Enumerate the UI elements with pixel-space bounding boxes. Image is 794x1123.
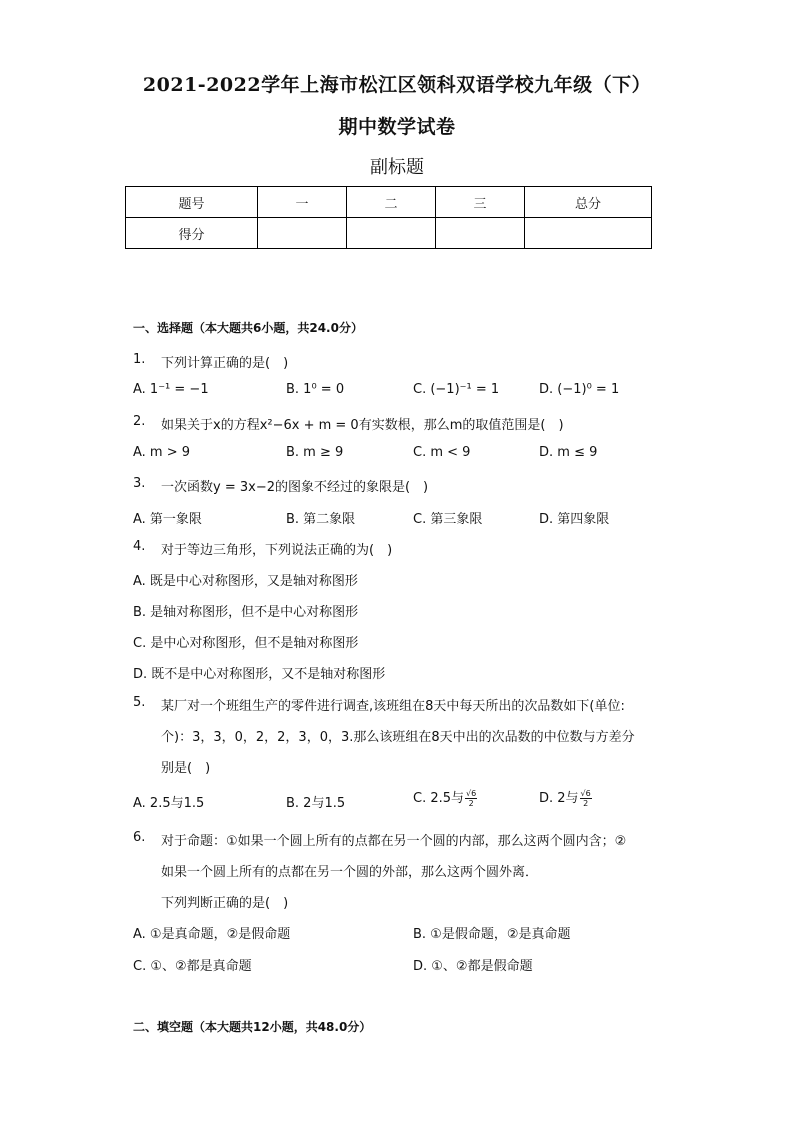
option-b: B. 1⁰ = 0 — [286, 382, 345, 397]
question-stem-line: 某厂对一个班组生产的零件进行调查,该班组在8天中每天所出的次品数如下(单位: — [161, 699, 625, 714]
fraction-denominator: 2 — [583, 799, 589, 808]
question-stem-line: 别是( ) — [161, 761, 211, 776]
option-a: A. ①是真命题，②是假命题 — [133, 927, 291, 942]
question-stem-line: 对于命题：①如果一个圆上所有的点都在另一个圆的内部，那么这两个圆内含；② — [161, 834, 627, 849]
option-c: C. 第三象限 — [413, 512, 483, 527]
fraction-denominator: 2 — [468, 799, 474, 808]
option-d: D. 既不是中心对称图形，又不是轴对称图形 — [133, 667, 386, 682]
fraction-numerator: √6 — [466, 789, 477, 798]
score-cell[interactable] — [258, 218, 347, 249]
score-header-cell: 三 — [436, 187, 525, 218]
question-number: 1. — [133, 352, 146, 367]
question-number: 4. — [133, 539, 146, 554]
question-stem: 一次函数y = 3x−2的图象不经过的象限是( ) — [161, 480, 429, 495]
score-cell[interactable] — [347, 218, 436, 249]
score-header-cell: 一 — [258, 187, 347, 218]
option-d — [539, 787, 592, 808]
option-d: D. m ≤ 9 — [539, 445, 598, 460]
question-number: 6. — [133, 830, 146, 845]
option-d-text: D. 2与 — [539, 791, 579, 806]
option-b: B. 是轴对称图形，但不是中心对称图形 — [133, 605, 359, 620]
score-row-label: 得分 — [126, 218, 258, 249]
exam-subtitle: 副标题 — [370, 157, 424, 178]
option-b: B. 第二象限 — [286, 512, 356, 527]
option-b: B. m ≥ 9 — [286, 445, 344, 460]
question-number: 2. — [133, 414, 146, 429]
option-c: C. 是中心对称图形，但不是轴对称图形 — [133, 636, 359, 651]
score-table-score-row — [126, 218, 652, 249]
option-c: C. ①、②都是真命题 — [133, 959, 252, 974]
score-cell[interactable] — [525, 218, 652, 249]
question-stem-line: 个)：3，3，0，2，2，3，0，3.那么该班组在8天中出的次品数的中位数与方差分 — [161, 730, 635, 745]
question-stem: 下列计算正确的是( ) — [161, 356, 289, 371]
score-header-cell: 总分 — [525, 187, 652, 218]
option-a: A. 既是中心对称图形，又是轴对称图形 — [133, 574, 358, 589]
option-b: B. ①是假命题，②是真命题 — [413, 927, 571, 942]
fraction-numerator: √6 — [580, 789, 591, 798]
question-stem-line: 下列判断正确的是( ) — [161, 896, 289, 911]
question-stem: 对于等边三角形，下列说法正确的为( ) — [161, 543, 393, 558]
question-number: 3. — [133, 476, 146, 491]
question-number: 5. — [133, 695, 146, 710]
score-cell[interactable] — [436, 218, 525, 249]
question-stem-line: 如果一个圆上所有的点都在另一个圆的外部，那么这两个圆外离． — [161, 865, 539, 880]
option-d: D. ①、②都是假命题 — [413, 959, 533, 974]
sqrt6-over-2-fraction — [465, 789, 477, 808]
score-header-cell: 题号 — [126, 187, 258, 218]
option-b: B. 2与1.5 — [286, 796, 346, 811]
section-heading-choice: 一、选择题（本大题共6小题，共24.0分） — [133, 321, 363, 335]
option-a: A. m > 9 — [133, 445, 191, 460]
exam-title-line2: 期中数学试卷 — [338, 116, 456, 138]
score-table-header-row — [126, 187, 652, 218]
option-d: D. 第四象限 — [539, 512, 610, 527]
sqrt6-over-2-fraction — [580, 789, 592, 808]
section-heading-fill: 二、填空题（本大题共12小题，共48.0分） — [133, 1020, 372, 1034]
option-a: A. 第一象限 — [133, 512, 202, 527]
option-c: C. (−1)⁻¹ = 1 — [413, 382, 500, 397]
score-table — [125, 186, 652, 249]
option-c — [413, 787, 477, 808]
exam-title-line1: 2021-2022学年上海市松江区领科双语学校九年级（下） — [142, 74, 652, 96]
option-a: A. 1⁻¹ = −1 — [133, 382, 209, 397]
option-c-text: C. 2.5与 — [413, 791, 465, 806]
option-c: C. m < 9 — [413, 445, 471, 460]
option-a: A. 2.5与1.5 — [133, 796, 205, 811]
question-stem: 如果关于x的方程x²−6x + m = 0有实数根，那么m的取值范围是( ) — [161, 418, 564, 433]
score-header-cell: 二 — [347, 187, 436, 218]
option-d: D. (−1)⁰ = 1 — [539, 382, 620, 397]
